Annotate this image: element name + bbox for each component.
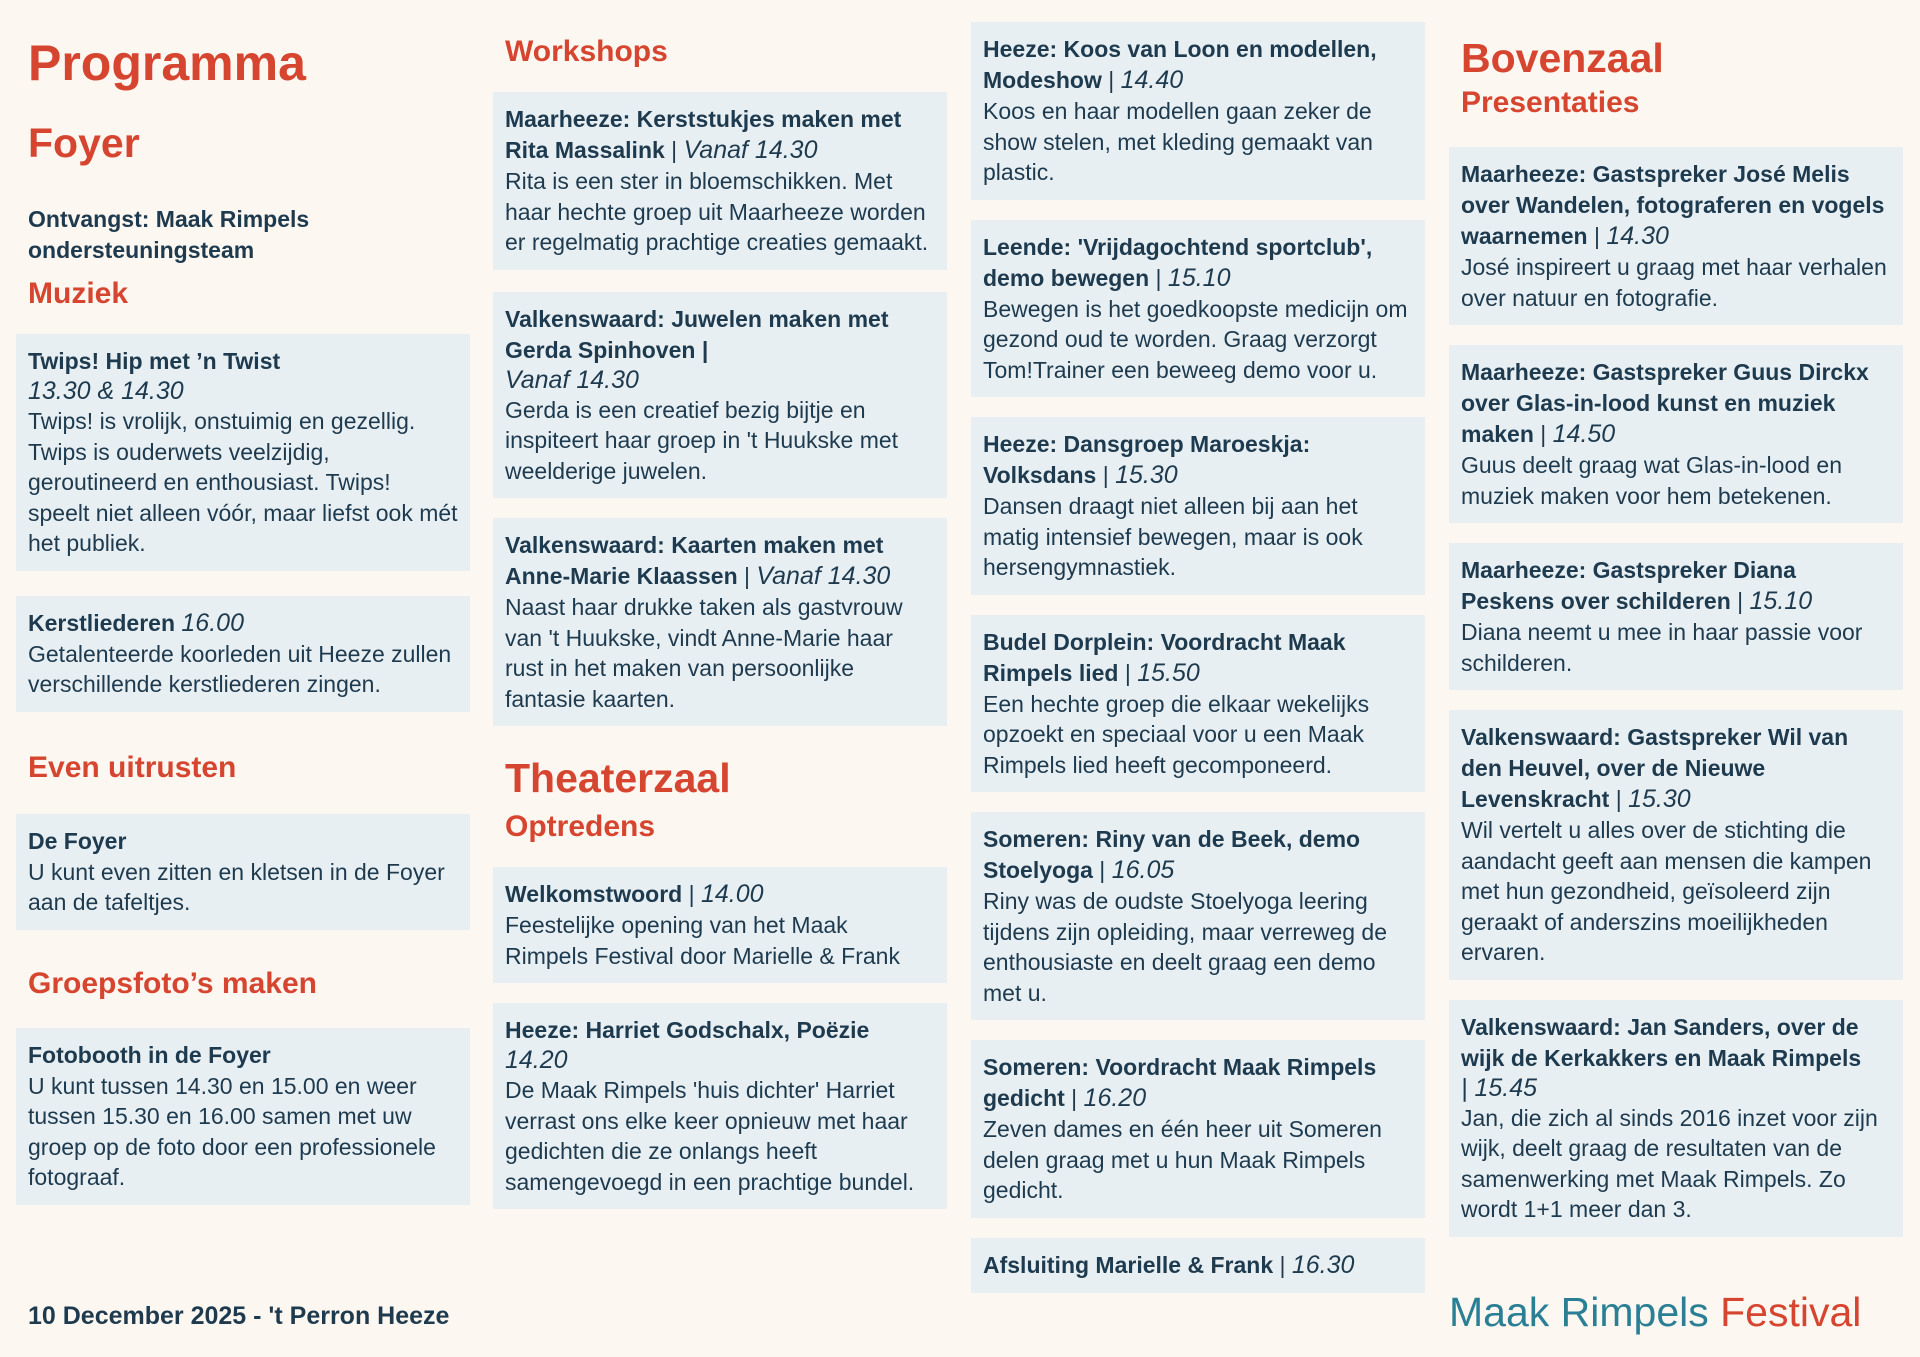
section-title-workshops: Workshops bbox=[505, 35, 668, 68]
card-title: Maarheeze: Gastspreker José Melis over Wandelen, fotograferen en vogels waarnemen | 14.30 bbox=[1461, 161, 1885, 251]
column-bovenzaal bbox=[1449, 0, 1903, 1237]
subsection-title-groepsfoto: Groepsfoto’s maken bbox=[28, 966, 317, 1000]
card-time: | 15.45 bbox=[1461, 1073, 1538, 1102]
program-card-welkomstwoord bbox=[493, 867, 947, 983]
card-title: Fotobooth in de Foyer bbox=[28, 1041, 271, 1068]
reception-text: Ontvangst: Maak Rimpels ondersteuningsteam bbox=[28, 206, 310, 264]
card-title: Leende: 'Vrijdagochtend sportclub', demo bewegen | 15.10 bbox=[983, 233, 1373, 292]
card-title: De Foyer bbox=[28, 827, 127, 854]
card-title: Valkenswaard: Jan Sanders, over de wijk de Kerkakkers en Maak Rimpels bbox=[1461, 1013, 1862, 1071]
card-title: Someren: Voordracht Maak Rimpels gedicht | 16.20 bbox=[983, 1054, 1377, 1112]
program-card-fotobooth bbox=[16, 1028, 470, 1205]
card-title: Welkomstwoord | 14.00 bbox=[505, 880, 764, 909]
program-card-modeshow bbox=[971, 22, 1425, 200]
program-card-gedicht bbox=[971, 1040, 1425, 1218]
program-card-rimpels-lied bbox=[971, 615, 1425, 793]
subsection-title-uitrusten: Even uitrusten bbox=[28, 750, 237, 784]
card-description: Diana neemt u mee in haar passie voor schilderen. bbox=[1461, 619, 1863, 676]
card-description: Rita is een ster in bloemschikken. Met haar hechte groep uit Maarheeze worden er regelmatig prachtige creaties gemaakt. bbox=[505, 168, 929, 255]
card-description: Naast haar drukke taken als gastvrouw van 't Huukske, vindt Anne-Marie haar rust in het maken van persoonlijke fantasie kaarten. bbox=[505, 594, 903, 712]
card-title: Valkenswaard: Gastspreker Wil van den Heuvel, over de Nieuwe Levenskracht | 15.30 bbox=[1461, 724, 1849, 814]
card-description: Zeven dames en één heer uit Someren delen graag met u hun Maak Rimpels gedicht. bbox=[983, 1116, 1382, 1203]
card-title: Heeze: Koos van Loon en modellen, Modeshow | 14.40 bbox=[983, 36, 1377, 94]
card-description: Guus deelt graag wat Glas-in-lood en muziek maken voor hem betekenen. bbox=[1461, 452, 1842, 509]
card-description: Dansen draagt niet alleen bij aan het matig intensief bewegen, maar is ook hersengymnastiek. bbox=[983, 493, 1363, 580]
card-description: José inspireert u graag met haar verhalen over natuur en fotografie. bbox=[1461, 254, 1887, 311]
card-time: 13.30 & 14.30 bbox=[28, 377, 184, 406]
program-card-kerststukjes bbox=[493, 92, 947, 270]
card-title: Heeze: Dansgroep Maroeskja: Volksdans | 15.30 bbox=[983, 431, 1311, 489]
card-title: Maarheeze: Gastspreker Diana Peskens over schilderen | 15.10 bbox=[1461, 557, 1813, 616]
card-title: Valkenswaard: Kaarten maken met Anne-Marie Klaassen | Vanaf 14.30 bbox=[505, 532, 891, 590]
section-title-bovenzaal: Bovenzaal bbox=[1461, 35, 1664, 81]
program-card-twips bbox=[16, 334, 470, 571]
card-description: Riny was de oudste Stoelyoga leering tijdens zijn opleiding, maar verreweg de enthousiaste en deelt graag een demo met u. bbox=[983, 888, 1387, 1006]
event-date-location: 10 December 2025 - 't Perron Heeze bbox=[28, 1302, 450, 1330]
program-card-wil-heuvel bbox=[1449, 710, 1903, 980]
card-title: Afsluiting Marielle & Frank | 16.30 bbox=[983, 1250, 1355, 1279]
page-title: Programma bbox=[28, 35, 306, 91]
subsection-title-muziek: Muziek bbox=[28, 277, 129, 311]
section-title-theaterzaal: Theaterzaal bbox=[505, 755, 731, 801]
program-card-kerstliederen bbox=[16, 596, 470, 712]
logo-accent-text: Festival bbox=[1720, 1289, 1862, 1335]
card-title: Budel Dorplein: Voordracht Maak Rimpels lied | 15.50 bbox=[983, 628, 1346, 687]
logo-main-text: Maak Rimpels bbox=[1449, 1289, 1709, 1335]
card-description: Feestelijke opening van het Maak Rimpels Festival door Marielle & Frank bbox=[505, 912, 900, 969]
card-description: Gerda is een creatief bezig bijtje en inspiteert haar groep in 't Huukske met weelderige juwelen. bbox=[505, 396, 899, 484]
program-card-volksdans bbox=[971, 417, 1425, 595]
program-card-afsluiting bbox=[971, 1238, 1425, 1293]
card-time: Vanaf 14.30 bbox=[505, 365, 639, 394]
program-card-jan-sanders bbox=[1449, 1000, 1903, 1237]
card-description: Getalenteerde koorleden uit Heeze zullen verschillende kerstliederen zingen. bbox=[28, 640, 452, 698]
program-card-kaarten bbox=[493, 518, 947, 726]
card-description: De Maak Rimpels 'huis dichter' Harriet verrast ons elke keer opnieuw met haar gedichten die ze onlangs heeft samengevoegd in een prachtige bundel. bbox=[505, 1077, 915, 1195]
card-title: Maarheeze: Gastspreker Guus Dirckx over Glas-in-lood kunst en muziek maken | 14.50 bbox=[1461, 359, 1869, 449]
program-card-foyer bbox=[16, 814, 470, 930]
program-card-poezie bbox=[493, 1003, 947, 1209]
subsection-title-presentaties: Presentaties bbox=[1461, 86, 1640, 120]
card-title: Twips! Hip met ’n Twist bbox=[28, 348, 281, 375]
card-description: Wil vertelt u alles over de stichting die aandacht geeft aan mensen die kampen met hun gezondheid, geïsoleerd zijn geraakt of anderszins moeilijkheden ervaren. bbox=[1461, 817, 1872, 966]
card-description: Een hechte groep die elkaar wekelijks opzoekt en speciaal voor u een Maak Rimpels lied heeft gecomponeerd. bbox=[983, 690, 1370, 778]
column-workshops-theater bbox=[493, 0, 947, 1209]
card-title: Someren: Riny van de Beek, demo Stoelyoga | 16.05 bbox=[983, 826, 1361, 884]
card-description: Twips! is vrolijk, onstuimig en gezellig. Twips is ouderwets veelzijdig, geroutineerd en enthousiast. Twips! speelt niet alleen vóór, maar liefst ook mét het publiek. bbox=[28, 408, 458, 557]
card-description: Bewegen is het goedkoopste medicijn om gezond oud te worden. Graag verzorgt Tom!Trainer een beweeg demo voor u. bbox=[983, 295, 1408, 383]
program-card-guus-dirckx bbox=[1449, 345, 1903, 523]
card-title: Kerstliederen 16.00 bbox=[28, 608, 244, 637]
program-card-juwelen bbox=[493, 292, 947, 499]
card-description: U kunt even zitten en kletsen in de Foyer aan de tafeltjes. bbox=[28, 858, 445, 916]
card-description: Jan, die zich al sinds 2016 inzet voor zijn wijk, deelt graag de resultaten van de samenwerking met Maak Rimpels. Zo wordt 1+1 meer dan 3. bbox=[1461, 1104, 1878, 1223]
festival-logo bbox=[1449, 1289, 1862, 1335]
program-card-jose-melis bbox=[1449, 147, 1903, 325]
column-theater-continued bbox=[971, 0, 1425, 1293]
program-card-stoelyoga bbox=[971, 812, 1425, 1020]
program-card-sportclub bbox=[971, 220, 1425, 398]
card-title: Valkenswaard: Juwelen maken met Gerda Spinhoven | bbox=[505, 305, 889, 363]
program-card-diana-peskens bbox=[1449, 543, 1903, 690]
column-foyer bbox=[16, 0, 470, 1205]
section-title-foyer: Foyer bbox=[28, 120, 140, 166]
subsection-title-optredens: Optredens bbox=[505, 810, 656, 844]
card-title: Maarheeze: Kerststukjes maken met Rita Massalink | Vanaf 14.30 bbox=[505, 106, 902, 164]
card-description: Koos en haar modellen gaan zeker de show stelen, met kleding gemaakt van plastic. bbox=[983, 98, 1373, 185]
card-time: 14.20 bbox=[505, 1046, 568, 1075]
card-title: Heeze: Harriet Godschalx, Poëzie bbox=[505, 1017, 870, 1044]
card-description: U kunt tussen 14.30 en 15.00 en weer tussen 15.30 en 16.00 samen met uw groep op de foto door een professionele fotograaf. bbox=[28, 1072, 436, 1191]
